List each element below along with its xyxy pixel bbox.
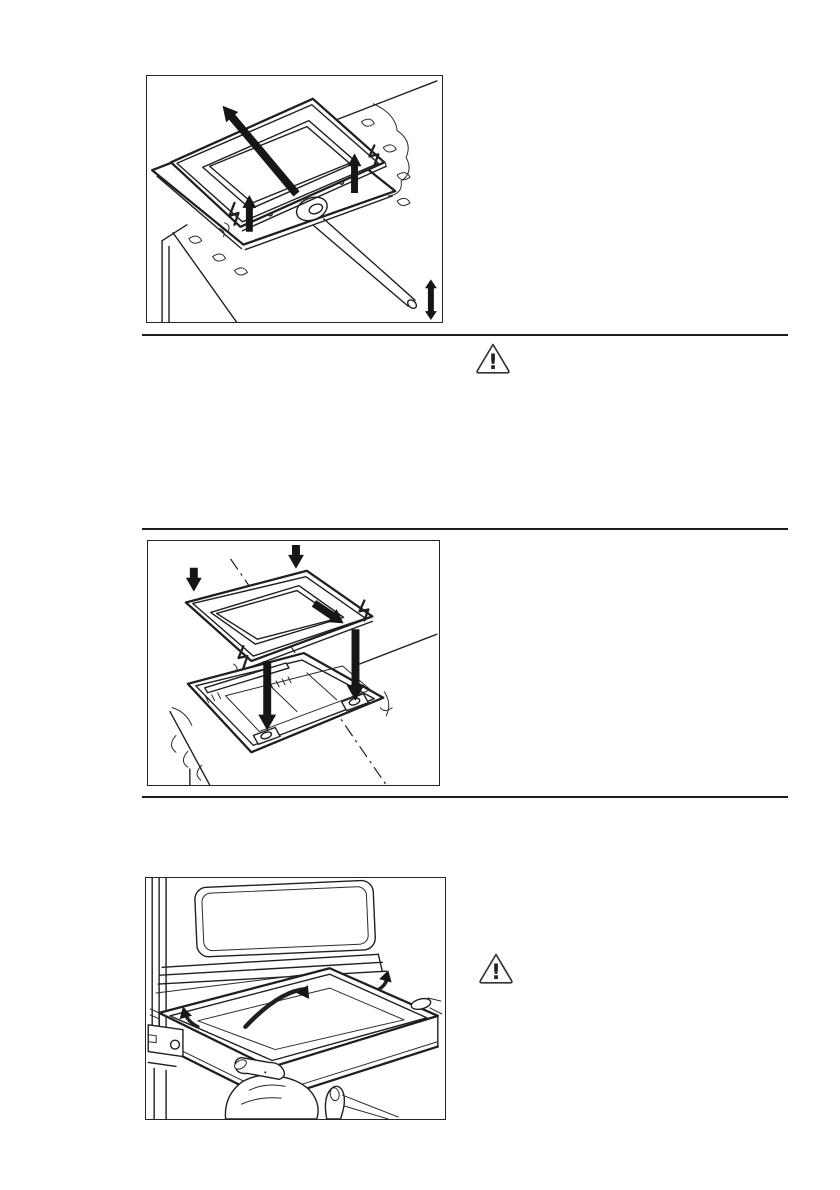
figure-drawer-removal	[145, 877, 446, 1120]
horizontal-rule-bottom	[142, 796, 788, 798]
storage-drawer-removal-illustration	[146, 878, 445, 1119]
warning-exclamation: !	[491, 960, 501, 984]
arrow-double-vertical	[425, 279, 437, 320]
worktop-edge-line	[355, 634, 437, 666]
horizontal-rule-middle	[142, 528, 788, 530]
arrow-down-left	[186, 568, 202, 592]
figure-door-glass-removal	[146, 75, 443, 323]
drawer-rail-bracket	[148, 1025, 183, 1119]
oven-door-glass-removal-illustration	[147, 76, 442, 322]
warning-exclamation: !	[488, 350, 498, 374]
left-hand	[225, 1058, 318, 1119]
door-handle	[293, 193, 418, 310]
warning-triangle-icon	[475, 342, 511, 375]
right-hand	[325, 1086, 398, 1119]
figure-door-glass-refit	[147, 540, 440, 786]
horizontal-rule-top	[142, 334, 788, 336]
warning-triangle-icon	[478, 952, 514, 985]
arrow-down-center	[288, 545, 304, 569]
inner-glass-panel	[186, 571, 372, 666]
oven-door-glass-refit-illustration	[148, 541, 439, 785]
